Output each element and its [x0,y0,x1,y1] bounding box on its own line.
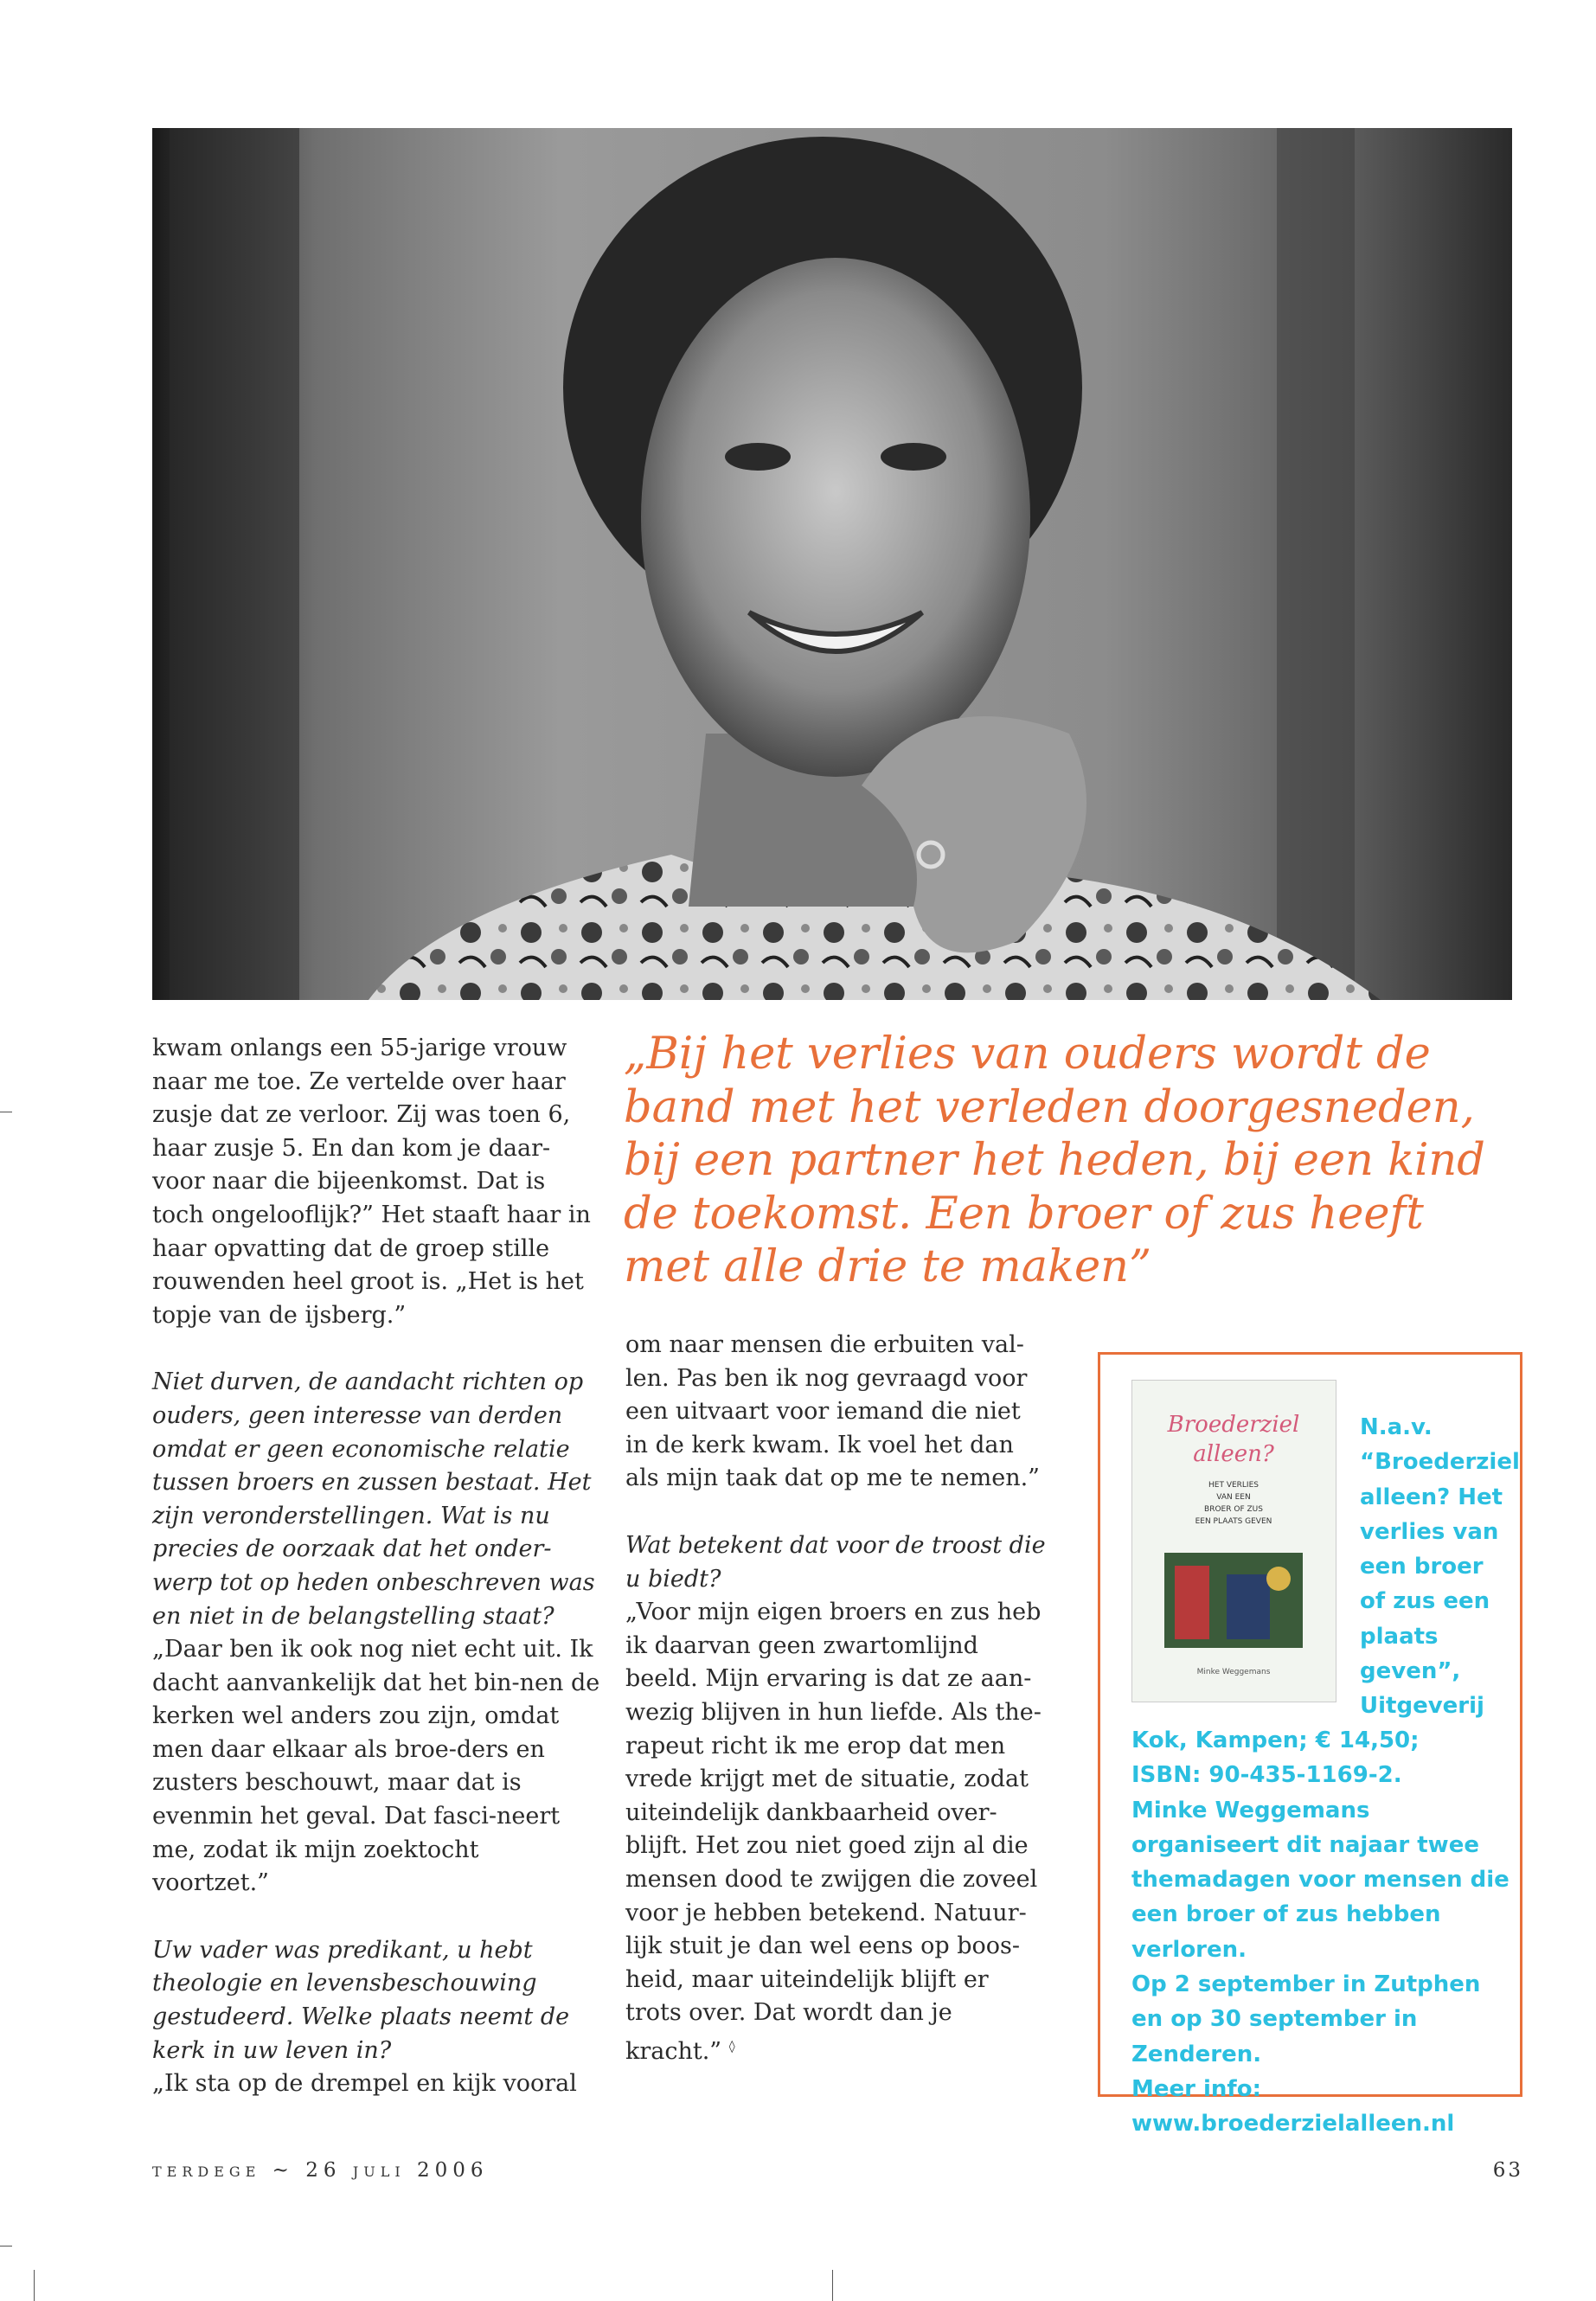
event-dates: Op 2 september in Zutphen en op 30 september in Zenderen. [1131,1971,1481,2067]
book-cover [1131,1380,1336,1702]
page-number: 63 [1492,2159,1523,2182]
book-title-line-1: Broederziel [1167,1412,1300,1438]
book-subtitle-line-2: VAN EEN [1216,1493,1251,1502]
crop-mark [0,2246,12,2247]
pull-quote: „Bij het verlies van ouders wordt de band met het verleden doorgesneden, bij een partner het heden, bij een kind de toekomst. Een broer of zus heeft met alle drie te maken” [624,1029,1485,1292]
paragraph [625,1596,1049,2068]
interview-question: Niet durven, de aandacht richten op ouders, geen interesse van derden omdat er geen economische relatie tussen broers en zussen bestaat. Het zijn veronderstellingen. Wat is nu precies de oorzaak dat het onder-werp tot op heden onbeschreven was en niet in de belangstelling staat? [152,1368,595,1630]
more-info-label: Meer info: [1131,2075,1262,2102]
event-info: Minke Weggemans organiseert dit najaar twee themadagen voor mensen die een broer of zus hebben verloren. [1131,1797,1509,1963]
paragraph: om naar mensen die erbuiten val-len. Pas ben ik nog gevraagd voor een uitvaart voor iemand die niet in de kerk kwam. Ik voel het dan als mijn taak dat op me te nemen.” [625,1331,1040,1492]
end-mark: ◊ [728,2039,735,2054]
paragraph-text: „Voor mijn eigen broers en zus heb ik daarvan geen zwartomlijnd beeld. Mijn ervaring is dat ze aan-wezig blijven in hun liefde. Als the-rapeut richt ik me erop dat men vrede krijgt met de situatie, zodat uiteindelijk dankbaarheid over-blijft. Het zou niet goed zijn al die mensen dood te zwijgen die zoveel voor je hebben betekend. Natuur-lijk stuit je dan wel eens op boos-heid, maar uiteindelijk blijft er trots over. Dat wordt dan je kracht.” [625,1599,1042,2065]
publisher: Kok, Kampen; € 14,50; [1131,1727,1420,1753]
book-details [1131,1723,1512,2142]
book-subtitle-line-3: BROER OF ZUS [1204,1505,1263,1514]
book-title-line-2: alleen? [1193,1441,1274,1467]
book-reference: N.a.v. “Broederziel alleen? Het verlies van een broer of zus een plaats geven”, Uitgeverij [1360,1414,1520,1720]
paragraph: „Ik sta op de drempel en kijk vooral [152,2070,577,2098]
interview-question: Wat betekent dat voor de troost die u biedt? [625,1531,1046,1593]
website-link[interactable]: www.broederzielalleen.nl [1131,2111,1455,2138]
isbn: ISBN: 90-435-1169-2. [1131,1762,1402,1789]
book-author: Minke Weggemans [1196,1668,1271,1676]
crop-mark [34,2270,35,2301]
article-column-2 [625,1329,1049,2068]
crop-mark [832,2270,833,2301]
portrait-photo [152,128,1512,1000]
paragraph: „Daar ben ik ook nog niet echt uit. Ik dacht aanvankelijk dat het bin-nen de kerken wel anders zou zijn, omdat men daar elkaar als broe-ders en zusters beschouwt, maar dat is evenmin het geval. Dat fasci-neert me, zodat ik mijn zoektocht voortzet.” [152,1636,600,1897]
paragraph: kwam onlangs een 55-jarige vrouw naar me toe. Ze vertelde over haar zusje dat ze verloor. Zij was toen 6, haar zusje 5. En dan kom je daar-voor naar die bijeenkomst. Dat is toch ongelooflijk?” Het staaft haar in haar opvatting dat de groep stille rouwenden heel groot is. „Het is het topje van de ijsberg.” [152,1035,591,1329]
book-subtitle-line-4: EEN PLAATS GEVEN [1195,1517,1272,1526]
footer-publication: terdege ~ 26 juli 2006 [152,2159,489,2182]
interview-question: Uw vader was predikant, u hebt theologie en levensbeschouwing gestudeerd. Welke plaats neemt de kerk in uw leven in? [152,1936,570,2064]
book-info-box [1098,1352,1522,2138]
article-column-1 [152,1032,602,2101]
book-subtitle-line-1: HET VERLIES [1208,1481,1259,1490]
